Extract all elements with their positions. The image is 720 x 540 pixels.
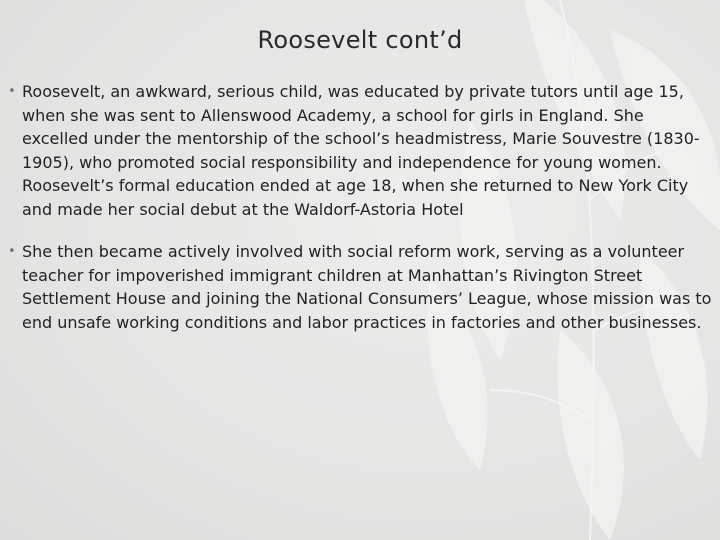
slide-title: Roosevelt cont’d — [257, 26, 463, 54]
bullet-item — [8, 240, 714, 334]
bullet-text: She then became actively involved with social reform work, serving as a volunteer teacher for impoverished immigrant children at Manhattan’s Rivington Street Settlement House and joining the National Consumers’ League, whose mission was to end unsafe working conditions and labor practices in factories and other businesses. — [22, 242, 712, 332]
bullet-marker: • — [8, 84, 16, 99]
bullet-marker: • — [8, 244, 16, 259]
bullet-text: Roosevelt, an awkward, serious child, was educated by private tutors until age 15, when she was sent to Allenswood Academy, a school for girls in England. She excelled under the mentorship of the school’s headmistress, Marie Souvestre (1830-1905), who promoted social responsibility and independence for young women. Roosevelt’s formal education ended at age 18, when she returned to New York City and made her social debut at the Waldorf-Astoria Hotel — [22, 82, 700, 219]
bullet-item — [8, 80, 714, 221]
bullet-list — [8, 80, 714, 334]
